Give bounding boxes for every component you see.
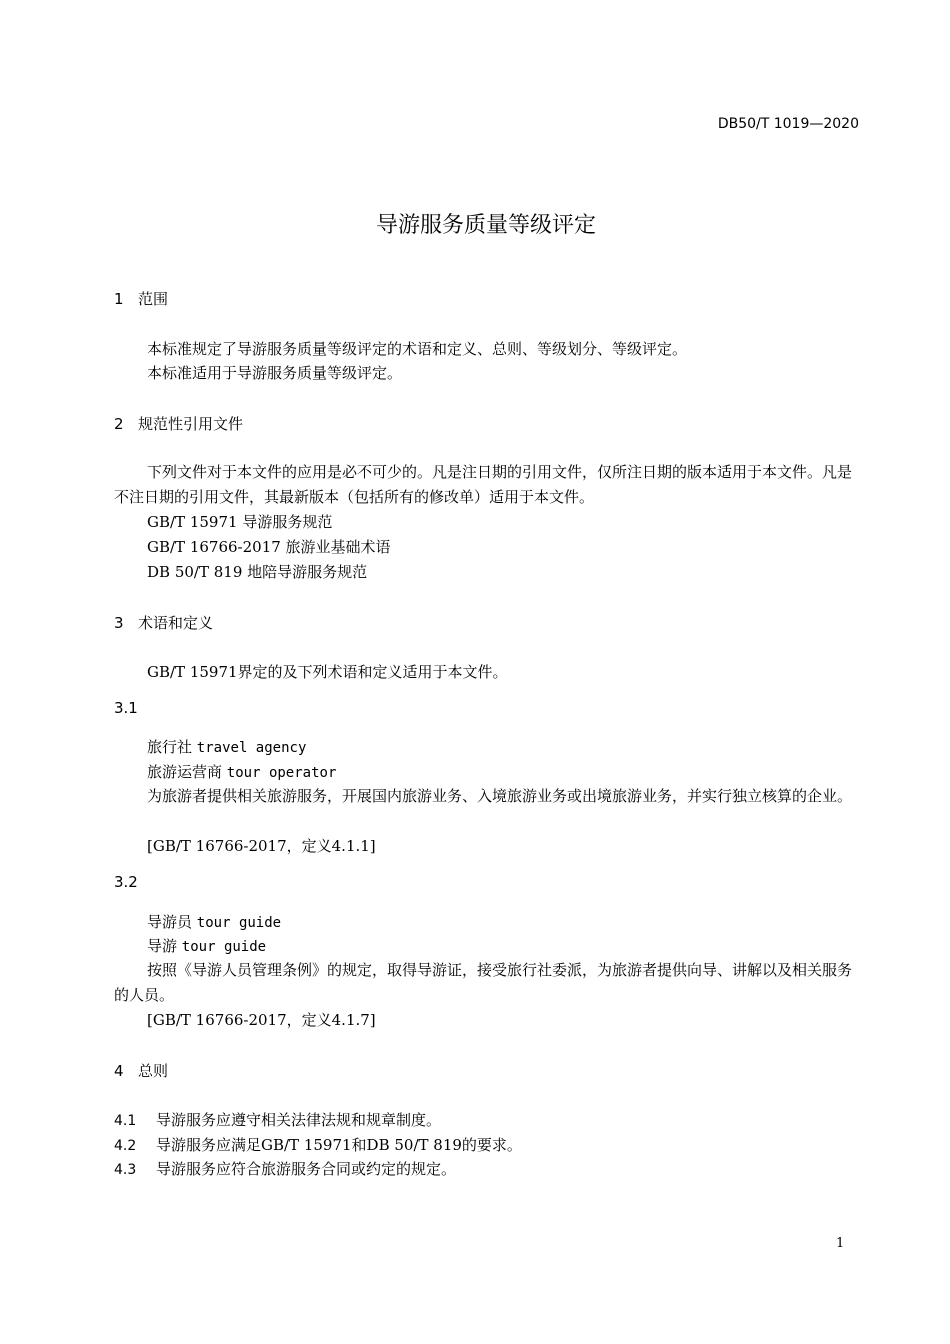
section-title: 规范性引用文件 <box>138 415 244 433</box>
clause-number: 4.3 <box>114 1162 137 1178</box>
clause-number: 4.1 <box>114 1113 137 1129</box>
clause <box>114 1134 522 1155</box>
section-number: 2 <box>114 415 124 433</box>
normative-reference: DB 50/T 819 地陪导游服务规范 <box>147 563 368 581</box>
standard-code: DB50/T 1019—2020 <box>717 116 859 132</box>
term-number: 3.1 <box>114 699 138 717</box>
term-number: 3.2 <box>114 873 138 891</box>
section-number: 1 <box>114 290 124 308</box>
term-entry <box>147 736 306 757</box>
term-admitted <box>147 935 266 956</box>
section-number: 3 <box>114 614 124 632</box>
section-number: 4 <box>114 1062 124 1080</box>
term-english: travel agency <box>196 740 307 756</box>
term-source: [GB/T 16766-2017，定义4.1.1] <box>147 837 376 855</box>
paragraph: GB/T 15971界定的及下列术语和定义适用于本文件。 <box>147 663 508 681</box>
term-chinese: 导游 <box>147 937 178 955</box>
clause <box>114 1109 441 1130</box>
term-chinese: 旅游运营商 <box>147 763 223 781</box>
section-title: 总则 <box>138 1062 169 1080</box>
normative-reference: GB/T 15971 导游服务规范 <box>147 513 333 531</box>
term-admitted <box>147 761 336 782</box>
paragraph: 下列文件对于本文件的应用是必不可少的。凡是注日期的引用文件，仅所注日期的版本适用于本文件。凡是不注日期的引用文件，其最新版本（包括所有的修改单）适用于本文件。 <box>114 463 853 506</box>
term-chinese: 导游员 <box>147 913 193 931</box>
term-source: [GB/T 16766-2017，定义4.1.7] <box>147 1011 376 1029</box>
clause-text: 导游服务应符合旅游服务合同或约定的规定。 <box>156 1160 457 1178</box>
clause-text: 导游服务应满足GB/T 15971和DB 50/T 819的要求。 <box>156 1136 522 1154</box>
paragraph: 本标准规定了导游服务质量等级评定的术语和定义、总则、等级划分、等级评定。 <box>147 340 688 358</box>
section-4-heading <box>114 1060 168 1081</box>
term-chinese: 旅行社 <box>147 738 193 756</box>
section-title: 术语和定义 <box>138 614 214 632</box>
normative-reference: GB/T 16766-2017 旅游业基础术语 <box>147 538 391 556</box>
document-title: 导游服务质量等级评定 <box>375 213 596 238</box>
section-1-heading <box>114 288 168 309</box>
section-title: 范围 <box>138 290 169 308</box>
term-english: tour operator <box>226 765 337 781</box>
term-english: tour guide <box>181 939 267 955</box>
clause-text: 导游服务应遵守相关法律法规和规章制度。 <box>156 1111 442 1129</box>
clause-number: 4.2 <box>114 1138 137 1154</box>
section-2-heading <box>114 413 243 434</box>
page-number: 1 <box>836 1236 845 1251</box>
clause <box>114 1158 456 1179</box>
paragraph: 本标准适用于导游服务质量等级评定。 <box>147 364 403 382</box>
term-english: tour guide <box>196 915 282 931</box>
term-definition: 按照《导游人员管理条例》的规定，取得导游证，接受旅行社委派，为旅游者提供向导、讲解以及相关服务的人员。 <box>114 961 853 1004</box>
section-3-heading <box>114 612 213 633</box>
term-entry <box>147 911 281 932</box>
term-definition: 为旅游者提供相关旅游服务，开展国内旅游业务、入境旅游业务或出境旅游业务，并实行独立核算的企业。 <box>147 787 853 805</box>
